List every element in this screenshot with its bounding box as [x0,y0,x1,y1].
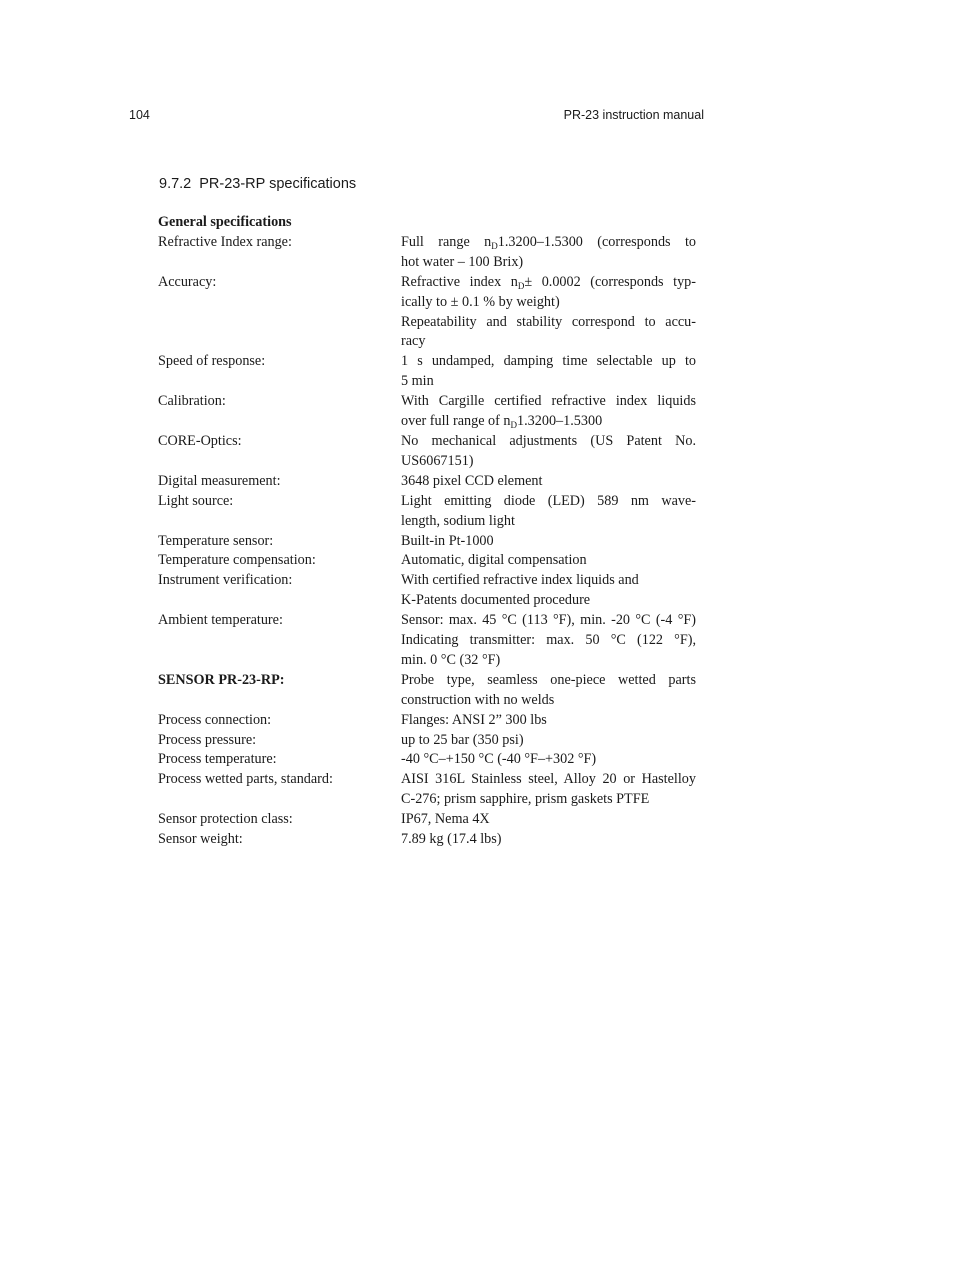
value-line: Indicating transmitter: max. 50 °C (122 °F), [401,632,696,649]
spec-value [401,611,696,671]
value-line: Automatic, digital compensation [401,552,587,569]
spec-value [401,273,696,353]
spec-row-instrument-verification [158,571,698,611]
spec-row-sensor-heading [158,671,698,711]
value-text: 1.3200–1.5300 [517,413,603,430]
spec-row-process-connection [158,711,698,731]
value-line: Probe type, seamless one-piece wetted parts [401,671,696,688]
spec-value [401,392,696,432]
value-line: up to 25 bar (350 psi) [401,731,524,748]
value-line: racy [401,333,426,350]
spec-value [401,352,696,392]
value-line: With Cargille certified refractive index liquids [401,393,696,410]
spec-label: Sensor weight: [158,831,243,848]
page-header [129,108,704,126]
value-text: ± 0.0002 (corresponds typ- [524,273,696,290]
value-line: No mechanical adjustments (US Patent No. [401,432,696,449]
spec-label: Process temperature: [158,751,277,768]
spec-label: Sensor protection class: [158,811,293,828]
spec-value [401,432,696,472]
spec-value [401,671,696,711]
spec-label: Refractive Index range: [158,233,292,250]
value-line: hot water – 100 Brix) [401,253,524,270]
spec-row-digital-measurement [158,472,698,492]
value-line: IP67, Nema 4X [401,811,490,828]
spec-row-process-wetted-parts [158,770,698,810]
spec-label: Ambient temperature: [158,612,283,629]
value-subscript: D [510,420,518,431]
section-heading [159,176,356,192]
spec-label: Temperature compensation: [158,552,316,569]
value-line: 3648 pixel CCD element [401,472,543,489]
spec-label: Temperature sensor: [158,532,274,549]
value-line: length, sodium light [401,512,515,529]
value-text: over full range of n [401,413,511,430]
value-line: 1 s undamped, damping time selectable up to [401,353,696,370]
spec-label: Process wetted parts, standard: [158,771,333,788]
general-specs-heading: General specifications [158,214,292,230]
spec-value [401,551,696,571]
spec-table [158,213,698,850]
value-line: US6067151) [401,452,474,469]
spec-label: Light source: [158,492,234,509]
spec-label: CORE-Optics: [158,432,242,449]
spec-row-sensor-protection-class [158,810,698,830]
value-line: min. 0 °C (32 °F) [401,651,501,668]
value-line: AISI 316L Stainless steel, Alloy 20 or Hastelloy [401,771,696,788]
value-line: Sensor: max. 45 °C (113 °F), min. -20 °C (-4 °F) [401,612,696,629]
spec-value [401,830,696,850]
spec-value [401,233,696,273]
value-line: With certified refractive index liquids and [401,572,639,589]
spec-value [401,532,696,552]
spec-row-calibration [158,392,698,432]
spec-label: Speed of response: [158,353,266,370]
spec-row-refractive-index-range [158,233,698,273]
spec-label: Process pressure: [158,731,257,748]
spec-row-process-pressure [158,731,698,751]
page-number: 104 [129,108,150,122]
spec-row-light-source [158,492,698,532]
section-title: PR-23-RP specifications [199,176,357,192]
value-text: Full range n [401,233,492,250]
value-line: 5 min [401,373,434,390]
running-title: PR-23 instruction manual [563,108,704,122]
spec-value [401,492,696,532]
general-specs-heading-row [158,213,698,233]
spec-row-sensor-weight [158,830,698,850]
value-line: 7.89 kg (17.4 lbs) [401,831,502,848]
spec-label: Process connection: [158,711,272,728]
value-text: Refractive index n [401,273,518,290]
spec-value [401,810,696,830]
spec-value [401,770,696,810]
spec-value [401,571,696,611]
spec-label: Calibration: [158,393,226,410]
value-line: Repeatability and stability correspond to accu- [401,313,696,330]
value-line: ically to ± 0.1 % by weight) [401,293,560,310]
spec-label: Accuracy: [158,273,217,290]
value-line: construction with no welds [401,691,555,708]
spec-row-speed-of-response [158,352,698,392]
value-line: Flanges: ANSI 2” 300 lbs [401,711,547,728]
value-line: K-Patents documented procedure [401,592,591,609]
section-number: 9.7.2 [159,176,192,192]
spec-value [401,750,696,770]
value-subscript: D [517,280,525,291]
spec-row-accuracy [158,273,698,353]
spec-row-temperature-compensation [158,551,698,571]
spec-label: Digital measurement: [158,472,281,489]
spec-label: Instrument verification: [158,572,293,589]
value-line: -40 °C–+150 °C (-40 °F–+302 °F) [401,751,597,768]
value-line: Light emitting diode (LED) 589 nm wave- [401,492,696,509]
spec-row-temperature-sensor [158,532,698,552]
spec-value [401,472,696,492]
spec-value [401,731,696,751]
spec-row-core-optics [158,432,698,472]
sensor-heading: SENSOR PR-23-RP: [158,671,285,688]
value-subscript: D [491,240,498,251]
spec-row-process-temperature [158,750,698,770]
value-line: Built-in Pt-1000 [401,532,494,549]
value-line: C-276; prism sapphire, prism gaskets PTFE [401,791,650,808]
value-text: 1.3200–1.5300 (corresponds to [497,233,696,250]
spec-row-ambient-temperature [158,611,698,671]
spec-value [401,711,696,731]
